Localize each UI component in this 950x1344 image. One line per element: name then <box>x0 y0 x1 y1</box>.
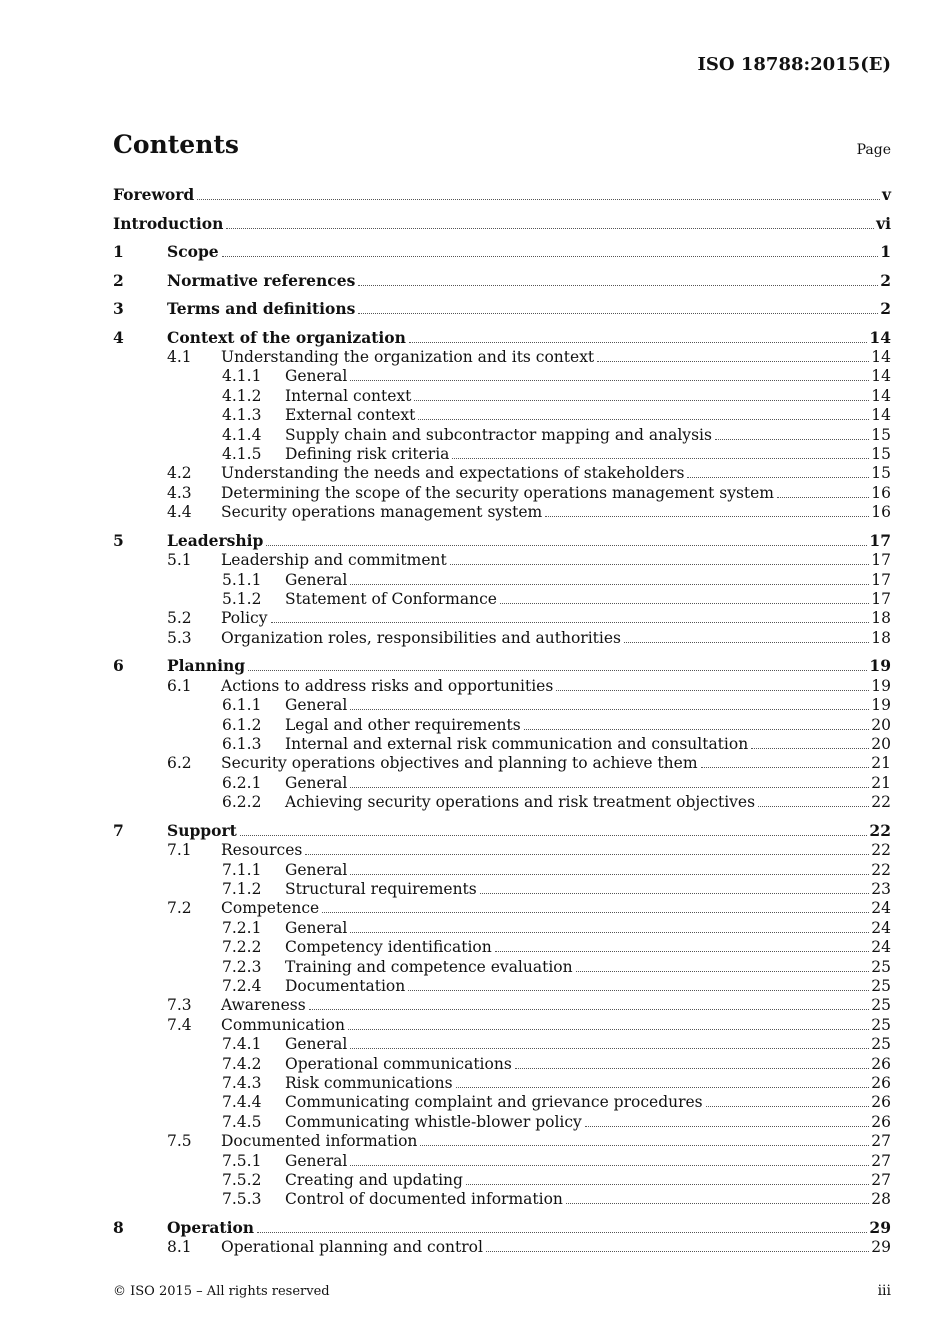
toc-leader-dots <box>524 729 870 730</box>
toc-entry[interactable] <box>113 879 891 899</box>
toc-entry-page: 1 <box>880 242 891 261</box>
toc-leader-dots <box>350 874 869 875</box>
toc-leader-dots <box>576 971 870 972</box>
toc-entry-title: Introduction <box>113 213 224 233</box>
toc-entry-title: Supply chain and subcontractor mapping and analysis <box>285 425 712 444</box>
toc-entry-title: Competency identification <box>285 938 492 957</box>
toc-leader-dots <box>197 199 880 200</box>
toc-entry-title: Communicating whistle-blower policy <box>285 1112 582 1131</box>
toc-entry-number: 7.4.3 <box>222 1073 262 1092</box>
toc-leader-dots <box>456 1087 870 1088</box>
toc-entry-title: Leadership <box>167 530 264 550</box>
toc-entry[interactable] <box>113 1054 891 1074</box>
toc-entry[interactable] <box>113 792 891 812</box>
toc-entry-number: 4 <box>113 327 124 347</box>
toc-entry-number: 6.2.1 <box>222 773 262 792</box>
toc-leader-dots <box>624 642 869 643</box>
toc-leader-dots <box>687 477 869 478</box>
toc-entry-page: 22 <box>871 793 891 812</box>
toc-entry-number: 1 <box>113 242 124 261</box>
toc-entry-page: 29 <box>869 1217 891 1237</box>
toc-entry-title: Scope <box>167 242 219 261</box>
toc-entry-page: 22 <box>871 841 891 860</box>
toc-entry-page: 20 <box>871 734 891 753</box>
toc-entry-number: 6.2 <box>167 754 192 773</box>
toc-entry-number: 7 <box>113 820 124 840</box>
toc-entry-number: 4.1 <box>167 347 192 366</box>
toc-entry-number: 5.3 <box>167 628 192 647</box>
toc-entry-title: Normative references <box>167 270 356 290</box>
toc-entry[interactable] <box>113 753 891 773</box>
toc-leader-dots <box>350 584 869 585</box>
toc-entry-title: Communicating complaint and grievance procedures <box>285 1093 703 1112</box>
toc-entry-number: 6.1.1 <box>222 696 262 715</box>
copyright-notice: © ISO 2015 – All rights reserved <box>113 1284 330 1299</box>
toc-entry-page: 25 <box>871 957 891 976</box>
toc-entry[interactable] <box>113 773 891 793</box>
toc-entry-number: 6 <box>113 656 124 676</box>
toc-entry-title: Planning <box>167 656 246 676</box>
toc-entry-number: 7.4.1 <box>222 1035 262 1054</box>
toc-leader-dots <box>348 1029 869 1030</box>
toc-leader-dots <box>350 380 869 381</box>
toc-leader-dots <box>500 603 869 604</box>
toc-entry[interactable] <box>113 531 891 551</box>
toc-entry[interactable] <box>113 1237 891 1257</box>
toc-entry[interactable] <box>113 656 891 676</box>
toc-entry[interactable] <box>113 1073 891 1093</box>
toc-entry[interactable] <box>113 976 891 996</box>
toc-entry[interactable] <box>113 695 891 715</box>
toc-entry-number: 5.2 <box>167 609 192 628</box>
toc-entry-page: 14 <box>871 367 891 386</box>
toc-entry-title: Awareness <box>221 996 306 1015</box>
toc-entry[interactable] <box>113 1218 891 1238</box>
toc-leader-dots <box>305 854 869 855</box>
toc-entry-page: 18 <box>871 609 891 628</box>
toc-entry[interactable] <box>113 1170 891 1190</box>
toc-entry-title: Legal and other requirements <box>285 715 521 734</box>
toc-entry-title: General <box>285 773 348 792</box>
toc-entry[interactable] <box>113 1131 891 1151</box>
toc-entry-page: 25 <box>871 1035 891 1054</box>
toc-leader-dots <box>597 361 869 362</box>
toc-entry-number: 7.4.2 <box>222 1054 262 1073</box>
toc-entry-number: 7.4.5 <box>222 1112 262 1131</box>
toc-leader-dots <box>358 313 878 314</box>
toc-entry[interactable] <box>113 271 891 291</box>
toc-entry-page: 14 <box>871 347 891 366</box>
toc-entry-number: 4.2 <box>167 464 192 483</box>
toc-entry-number: 5.1.2 <box>222 589 262 608</box>
toc-entry-title: Determining the scope of the security operations management system <box>221 483 775 502</box>
toc-entry-number: 7.5.2 <box>222 1170 262 1189</box>
toc-entry-title: Resources <box>221 841 303 860</box>
toc-entry-page: 19 <box>871 676 891 695</box>
toc-entry-number: 8 <box>113 1217 124 1237</box>
toc-leader-dots <box>701 767 870 768</box>
toc-entry[interactable] <box>113 405 891 425</box>
toc-entry-title: Communication <box>221 1015 345 1034</box>
toc-entry[interactable] <box>113 366 891 386</box>
toc-entry-page: 24 <box>871 938 891 957</box>
toc-entry-page: 18 <box>871 628 891 647</box>
toc-entry[interactable] <box>113 570 891 590</box>
toc-entry[interactable] <box>113 957 891 977</box>
toc-entry-page: 24 <box>871 899 891 918</box>
toc-entry-number: 7.2.4 <box>222 976 262 995</box>
toc-entry-page: 25 <box>871 996 891 1015</box>
toc-entry-number: 4.3 <box>167 483 192 502</box>
toc-leader-dots <box>758 806 869 807</box>
toc-leader-dots <box>486 1251 869 1252</box>
toc-entry-title: Operation <box>167 1217 255 1237</box>
toc-entry-page: 16 <box>871 483 891 502</box>
toc-entry-page: 14 <box>871 386 891 405</box>
toc-leader-dots <box>706 1106 870 1107</box>
toc-entry-number: 7.2.3 <box>222 957 262 976</box>
toc-entry[interactable] <box>113 425 891 445</box>
toc-entry-number: 7.5.3 <box>222 1190 262 1209</box>
toc-entry-number: 7.1.1 <box>222 860 262 879</box>
toc-entry[interactable] <box>113 628 891 648</box>
toc-entry-title: Operational communications <box>285 1054 512 1073</box>
toc-leader-dots <box>271 622 870 623</box>
toc-leader-dots <box>222 256 879 257</box>
toc-entry[interactable] <box>113 608 891 628</box>
toc-entry-number: 3 <box>113 299 124 318</box>
toc-entry-number: 7.2 <box>167 899 192 918</box>
toc-entry-title: Internal and external risk communication and consultation <box>285 734 749 753</box>
toc-entry-page: 17 <box>869 530 891 550</box>
toc-entry-title: Security operations management system <box>221 503 543 522</box>
toc-leader-dots <box>414 400 869 401</box>
toc-entry[interactable] <box>113 1112 891 1132</box>
toc-entry[interactable] <box>113 328 891 348</box>
toc-entry[interactable] <box>113 242 891 262</box>
toc-entry-title: Control of documented information <box>285 1190 563 1209</box>
toc-entry-title: Defining risk criteria <box>285 444 450 463</box>
toc-leader-dots <box>409 342 868 343</box>
page-number: iii <box>877 1283 891 1299</box>
toc-leader-dots <box>358 285 878 286</box>
toc-leader-dots <box>515 1068 869 1069</box>
toc-entry[interactable] <box>113 676 891 696</box>
toc-entry-number: 4.1.5 <box>222 444 262 463</box>
toc-entry-title: Policy <box>221 609 268 628</box>
toc-entry-number: 7.1.2 <box>222 879 262 898</box>
toc-entry-title: Creating and updating <box>285 1170 463 1189</box>
toc-leader-dots <box>309 1009 870 1010</box>
toc-entry-number: 8.1 <box>167 1238 192 1257</box>
document-id: ISO 18788:2015(E) <box>697 54 891 75</box>
toc-entry-page: 2 <box>880 299 891 318</box>
toc-entry-page: 22 <box>869 820 891 840</box>
toc-leader-dots <box>350 709 869 710</box>
toc-entry-page: 15 <box>871 444 891 463</box>
toc-entry-number: 4.4 <box>167 503 192 522</box>
toc-entry-page: 25 <box>871 1015 891 1034</box>
toc-entry[interactable] <box>113 386 891 406</box>
toc-entry-number: 5.1.1 <box>222 570 262 589</box>
toc-entry-number: 6.1 <box>167 676 192 695</box>
toc-entry-title: Leadership and commitment <box>221 551 447 570</box>
toc-leader-dots <box>322 912 869 913</box>
toc-leader-dots <box>585 1126 869 1127</box>
toc-entry-page: 16 <box>871 503 891 522</box>
toc-entry-title: Understanding the needs and expectations of stakeholders <box>221 464 685 483</box>
toc-leader-dots <box>715 439 869 440</box>
toc-entry-title: General <box>285 696 348 715</box>
toc-entry-number: 6.1.3 <box>222 734 262 753</box>
toc-entry-page: 21 <box>871 754 891 773</box>
toc-entry-number: 4.1.2 <box>222 386 262 405</box>
toc-entry-number: 6.2.2 <box>222 793 262 812</box>
toc-entry-number: 7.2.2 <box>222 938 262 957</box>
toc-entry-page: 21 <box>871 773 891 792</box>
toc-entry-number: 4.1.1 <box>222 367 262 386</box>
toc-entry-title: General <box>285 918 348 937</box>
toc-entry-title: General <box>285 860 348 879</box>
toc-entry-title: Support <box>167 820 237 840</box>
toc-entry-page: 28 <box>871 1190 891 1209</box>
toc-entry-page: 14 <box>871 406 891 425</box>
toc-entry-number: 5 <box>113 530 124 550</box>
toc-entry[interactable] <box>113 918 891 938</box>
toc-leader-dots <box>452 458 869 459</box>
toc-entry-page: v <box>881 185 891 204</box>
toc-leader-dots <box>350 787 869 788</box>
toc-entry-page: 14 <box>869 327 891 347</box>
toc-entry-title: Achieving security operations and risk treatment objectives <box>285 793 756 812</box>
toc-entry[interactable] <box>113 715 891 735</box>
toc-entry[interactable] <box>113 502 891 522</box>
toc-entry-number: 7.2.1 <box>222 918 262 937</box>
toc-entry-title: Internal context <box>285 386 412 405</box>
toc-entry-page: 17 <box>871 551 891 570</box>
toc-entry-title: Training and competence evaluation <box>285 957 573 976</box>
toc-entry-title: Competence <box>221 899 320 918</box>
toc-entry[interactable] <box>113 1151 891 1171</box>
toc-entry-page: 17 <box>871 570 891 589</box>
toc-entry[interactable] <box>113 444 891 464</box>
toc-entry[interactable] <box>113 589 891 609</box>
toc-entry-number: 7.5 <box>167 1132 192 1151</box>
toc-leader-dots <box>556 690 869 691</box>
toc-leader-dots <box>751 748 869 749</box>
toc-entry-page: 29 <box>871 1238 891 1257</box>
toc-entry-number: 5.1 <box>167 551 192 570</box>
toc-entry-number: 6.1.2 <box>222 715 262 734</box>
toc-entry[interactable] <box>113 463 891 483</box>
toc-entry[interactable] <box>113 840 891 860</box>
toc-entry-title: General <box>285 570 348 589</box>
toc-entry-page: vi <box>876 213 891 233</box>
toc-entry[interactable] <box>113 1015 891 1035</box>
toc-entry-number: 7.3 <box>167 996 192 1015</box>
toc-entry-title: Security operations objectives and planning to achieve them <box>221 754 698 773</box>
toc-entry-number: 7.1 <box>167 841 192 860</box>
toc-entry-number: 7.5.1 <box>222 1151 262 1170</box>
toc-leader-dots <box>495 951 870 952</box>
toc-entry-title: Actions to address risks and opportunities <box>221 676 554 695</box>
toc-leader-dots <box>418 419 869 420</box>
toc-entry[interactable] <box>113 937 891 957</box>
toc-leader-dots <box>408 990 869 991</box>
toc-leader-dots <box>566 1203 869 1204</box>
toc-entry-title: Statement of Conformance <box>285 589 497 608</box>
toc-entry-number: 7.4.4 <box>222 1093 262 1112</box>
toc-entry-title: Documented information <box>221 1132 418 1151</box>
toc-leader-dots <box>420 1145 869 1146</box>
toc-entry-page: 19 <box>869 656 891 676</box>
toc-entry[interactable] <box>113 734 891 754</box>
toc-entry-title: Understanding the organization and its context <box>221 347 595 366</box>
toc-entry-title: Organization roles, responsibilities and authorities <box>221 628 621 647</box>
toc-entry[interactable] <box>113 550 891 570</box>
toc-entry-title: External context <box>285 406 416 425</box>
toc-entry-title: General <box>285 367 348 386</box>
toc-entry-page: 23 <box>871 879 891 898</box>
toc-entry-page: 15 <box>871 464 891 483</box>
toc-entry-number: 4.1.4 <box>222 425 262 444</box>
toc-entry[interactable] <box>113 214 891 234</box>
toc-entry-page: 26 <box>871 1112 891 1131</box>
toc-leader-dots <box>350 932 869 933</box>
toc-entry[interactable] <box>113 1092 891 1112</box>
toc-leader-dots <box>777 497 869 498</box>
toc-entry-number: 2 <box>113 270 124 290</box>
toc-entry[interactable] <box>113 347 891 367</box>
toc-entry-page: 2 <box>880 270 891 290</box>
toc-leader-dots <box>248 670 867 671</box>
toc-entry-page: 17 <box>871 589 891 608</box>
toc-entry-title: General <box>285 1151 348 1170</box>
toc-entry[interactable] <box>113 185 891 205</box>
toc-leader-dots <box>350 1048 869 1049</box>
toc-entry-page: 20 <box>871 715 891 734</box>
toc-entry-page: 27 <box>871 1170 891 1189</box>
toc-entry-page: 26 <box>871 1073 891 1092</box>
toc-leader-dots <box>266 545 867 546</box>
toc-entry-title: Risk communications <box>285 1073 453 1092</box>
toc-entry-title: Terms and definitions <box>167 299 356 318</box>
toc-entry-number: 4.1.3 <box>222 406 262 425</box>
toc-entry-title: Structural requirements <box>285 879 477 898</box>
toc-entry-page: 24 <box>871 918 891 937</box>
toc-leader-dots <box>226 228 874 229</box>
toc-entry[interactable] <box>113 1034 891 1054</box>
toc-entry-title: Documentation <box>285 976 406 995</box>
toc-leader-dots <box>480 893 870 894</box>
toc-entry-page: 22 <box>871 860 891 879</box>
toc-leader-dots <box>545 516 869 517</box>
toc-leader-dots <box>450 564 870 565</box>
toc-entry-number: 7.4 <box>167 1015 192 1034</box>
toc-leader-dots <box>240 835 868 836</box>
toc-entry[interactable] <box>113 483 891 503</box>
toc-leader-dots <box>350 1165 869 1166</box>
toc-entry[interactable] <box>113 1189 891 1209</box>
toc-entry-page: 19 <box>871 696 891 715</box>
toc-leader-dots <box>466 1184 869 1185</box>
page-title: Contents <box>113 130 240 159</box>
toc-entry[interactable] <box>113 299 891 319</box>
toc-entry-page: 26 <box>871 1054 891 1073</box>
toc-entry-title: Context of the organization <box>167 327 406 347</box>
toc-entry-page: 15 <box>871 425 891 444</box>
toc-entry[interactable] <box>113 898 891 918</box>
toc-entry-page: 27 <box>871 1132 891 1151</box>
toc-entry-page: 26 <box>871 1093 891 1112</box>
page-column-header: Page <box>856 142 891 158</box>
toc-leader-dots <box>257 1232 867 1233</box>
toc-entry[interactable] <box>113 860 891 880</box>
toc-entry[interactable] <box>113 821 891 841</box>
toc-entry-title: Operational planning and control <box>221 1238 483 1257</box>
toc-entry-title: General <box>285 1035 348 1054</box>
toc-entry-title: Foreword <box>113 185 195 204</box>
toc-entry[interactable] <box>113 995 891 1015</box>
toc-entry-page: 27 <box>871 1151 891 1170</box>
toc-entry-page: 25 <box>871 976 891 995</box>
